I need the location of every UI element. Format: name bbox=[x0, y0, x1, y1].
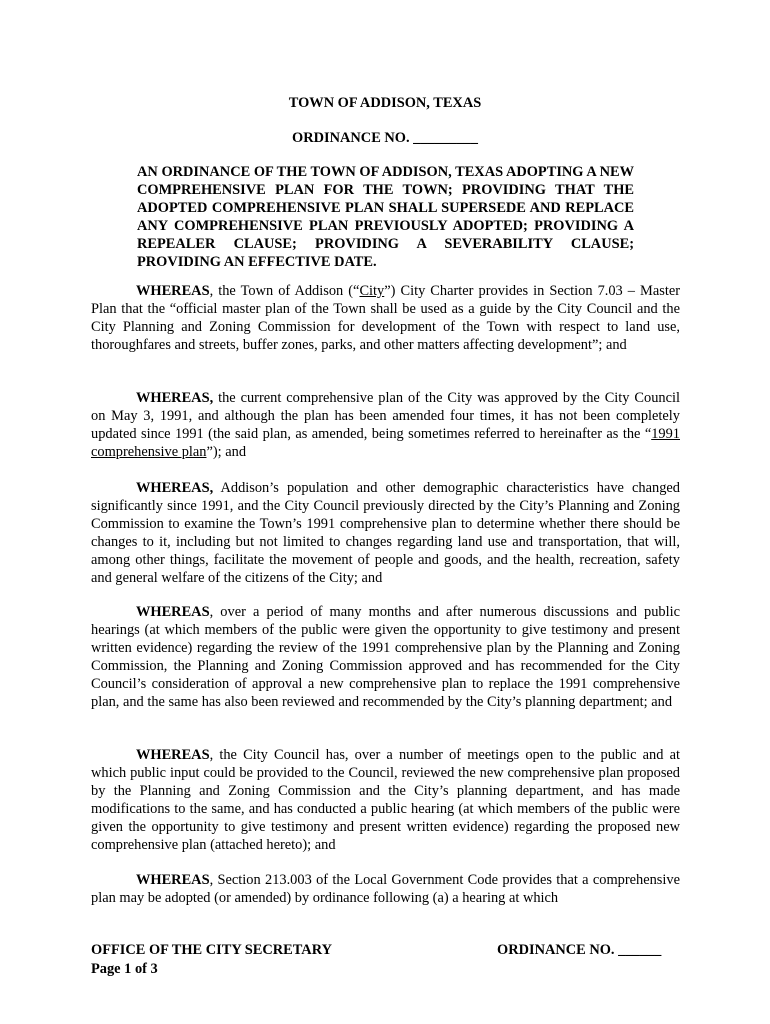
paragraph-text: , Section 213.003 of the Local Government Code provides that a comprehensive plan may be adopted (or amended) by ordinance following (a) a hearing at which bbox=[91, 872, 680, 906]
footer-office-name: OFFICE OF THE CITY SECRETARY bbox=[91, 942, 332, 958]
document-title: TOWN OF ADDISON, TEXAS bbox=[288, 95, 482, 111]
whereas-paragraph-4 bbox=[91, 603, 680, 711]
paragraph-text: ”); and bbox=[206, 444, 247, 460]
defined-term-1991-plan: 1991 comprehensive plan bbox=[91, 426, 680, 460]
whereas-lead: WHEREAS bbox=[136, 604, 210, 620]
whereas-paragraph-1 bbox=[91, 282, 680, 354]
paragraph-text: , over a period of many months and after numerous discussions and public hearings (at which members of the public were given the opportunity to give testimony and present written evidence) regarding the review of the 1991 comprehensive plan by the Planning and Zoning Commission, the Planning and Zoning Commission approved and has recommended for the City Council’s consideration of approval a new comprehensive plan to replace the 1991 comprehensive plan, and the same has also been reviewed and recommended by the City’s planning department; and bbox=[91, 604, 680, 710]
paragraph-text: , the City Council has, over a number of meetings open to the public and at which public input could be provided to the Council, reviewed the new comprehensive plan proposed by the Planning and Zoning Commission and the City’s planning department, and has made modifications to the same, and has conducted a public hearing (at which members of the public were given the opportunity to give testimony and present written evidence) regarding the proposed new comprehensive plan (attached hereto); and bbox=[91, 747, 680, 853]
footer-office bbox=[91, 941, 332, 979]
whereas-paragraph-2 bbox=[91, 389, 680, 461]
paragraph-text: , the Town of Addison (“ bbox=[209, 283, 360, 299]
footer-page-number: Page 1 of 3 bbox=[91, 961, 158, 977]
footer-ordinance-number: ORDINANCE NO. ______ bbox=[497, 942, 662, 958]
whereas-lead: WHEREAS, bbox=[136, 390, 214, 406]
whereas-lead: WHEREAS bbox=[136, 747, 210, 763]
whereas-lead: WHEREAS, bbox=[136, 480, 214, 496]
paragraph-text: ”) City Charter provides in Section 7.03 – Master Plan that the “official master plan of the Town shall be used as a guide by the City Council and the City Planning and Zoning Commission for development of the Town with respect to land use, thoroughfares and streets, buffer zones, parks, and other matters affecting development”; and bbox=[91, 283, 680, 353]
paragraph-text: Addison’s population and other demographic characteristics have changed significantly since 1991, and the City Council previously directed by the City’s Planning and Zoning Commission to examine the Town’s 1991 comprehensive plan to determine whether there should be changes to it, including but not limited to changes regarding land use and transportation, that will, among other things, facilitate the movement of people and goods, and the health, recreation, safety and general welfare of the citizens of the City; and bbox=[91, 480, 680, 586]
ordinance-caption: AN ORDINANCE OF THE TOWN OF ADDISON, TEXAS ADOPTING A NEW COMPREHENSIVE PLAN FOR THE TOWN; PROVIDING THAT THE ADOPTED COMPREHENSIVE PLAN SHALL SUPERSEDE AND REPLACE ANY COMPREHENSIVE PLAN PREVIOUSLY ADOPTED; PROVIDING A REPEALER CLAUSE; PROVIDING A SEVERABILITY CLAUSE; PROVIDING AN EFFECTIVE DATE. bbox=[137, 164, 634, 270]
whereas-paragraph-5 bbox=[91, 746, 680, 854]
paragraph-text: the current comprehensive plan of the City was approved by the City Council on May 3, 1991, and although the plan has been amended four times, it has not been completely updated since 1991 (the said plan, as amended, being sometimes referred to hereinafter as the “ bbox=[91, 390, 680, 442]
defined-term-city: City bbox=[359, 283, 385, 299]
ordinance-number-heading: ORDINANCE NO. _________ bbox=[292, 130, 478, 146]
whereas-lead: WHEREAS bbox=[136, 872, 210, 888]
whereas-lead: WHEREAS bbox=[136, 283, 210, 299]
whereas-paragraph-3 bbox=[91, 479, 680, 587]
whereas-paragraph-6 bbox=[91, 871, 680, 907]
